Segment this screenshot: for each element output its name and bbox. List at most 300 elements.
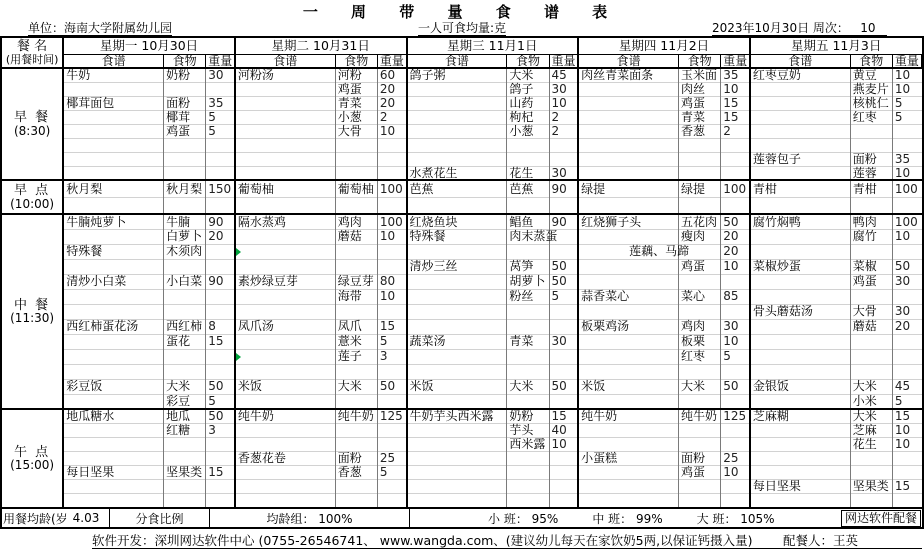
cell-weight[interactable]: 30 xyxy=(892,304,921,319)
cell-recipe[interactable] xyxy=(750,493,850,507)
cell-food[interactable] xyxy=(164,451,206,465)
cell-recipe[interactable] xyxy=(407,110,507,124)
cell-recipe[interactable] xyxy=(63,124,163,138)
cell-recipe[interactable]: 椰茸面包 xyxy=(63,96,163,110)
cell-food[interactable] xyxy=(164,197,206,214)
cell-recipe[interactable]: 绿提 xyxy=(578,180,678,197)
cell-weight[interactable]: 5 xyxy=(206,394,235,409)
cell-food[interactable]: 鸡肉 xyxy=(679,319,721,334)
cell-weight[interactable]: 5 xyxy=(892,394,921,409)
cell-food[interactable] xyxy=(507,138,549,152)
column-header-weight[interactable]: 重量 xyxy=(549,54,578,68)
cell-recipe[interactable]: 青柑 xyxy=(750,180,850,197)
cell-recipe[interactable]: 凤爪汤 xyxy=(235,319,335,334)
cell-food[interactable] xyxy=(507,197,549,214)
cell-weight[interactable]: 5 xyxy=(549,289,578,304)
cell-food[interactable]: 鸡蛋 xyxy=(679,259,721,274)
cell-weight[interactable]: 10 xyxy=(549,96,578,110)
cell-recipe[interactable]: 清炒三丝 xyxy=(407,259,507,274)
cell-recipe[interactable] xyxy=(750,364,850,379)
cell-recipe[interactable] xyxy=(63,451,163,465)
cell-weight[interactable] xyxy=(206,289,235,304)
cell-weight[interactable]: 125 xyxy=(377,409,406,423)
cell-recipe[interactable] xyxy=(578,394,678,409)
cell-food[interactable] xyxy=(335,197,377,214)
cell-weight[interactable]: 80 xyxy=(377,274,406,289)
cell-recipe[interactable]: 骨头蘑菇汤 xyxy=(750,304,850,319)
cell-food[interactable] xyxy=(164,152,206,166)
cell-weight[interactable] xyxy=(892,349,921,364)
cell-food[interactable]: 红糖 xyxy=(164,423,206,437)
cell-recipe[interactable]: 红烧狮子头 xyxy=(578,214,678,229)
cell-recipe[interactable] xyxy=(63,349,163,364)
cell-recipe[interactable]: 蒜香菜心 xyxy=(578,289,678,304)
cell-food[interactable]: 秋月梨 xyxy=(164,180,206,197)
cell-recipe[interactable] xyxy=(235,197,335,214)
cell-recipe[interactable] xyxy=(235,479,335,493)
cell-recipe[interactable]: 彩豆饭 xyxy=(63,379,163,394)
cell-recipe[interactable] xyxy=(235,493,335,507)
column-header-weight[interactable]: 重量 xyxy=(377,54,406,68)
meal-label[interactable] xyxy=(2,214,63,409)
cell-food[interactable] xyxy=(850,334,892,349)
cell-recipe[interactable]: 莲蓉包子 xyxy=(750,152,850,166)
cell-food[interactable] xyxy=(335,394,377,409)
cell-food[interactable]: 坚果类 xyxy=(850,479,892,493)
column-header-recipe[interactable]: 食谱 xyxy=(235,54,335,68)
cell-food[interactable] xyxy=(164,289,206,304)
cell-recipe[interactable] xyxy=(578,274,678,289)
cell-food[interactable] xyxy=(850,138,892,152)
cell-recipe[interactable]: 特殊餐 xyxy=(63,244,163,259)
cell-weight[interactable] xyxy=(721,274,750,289)
cell-weight[interactable] xyxy=(206,197,235,214)
cell-recipe[interactable]: 水煮花生 xyxy=(407,166,507,180)
cell-weight[interactable] xyxy=(721,437,750,451)
cell-food[interactable]: 菜心 xyxy=(679,289,721,304)
cell-weight[interactable]: 90 xyxy=(206,274,235,289)
cell-recipe[interactable] xyxy=(63,110,163,124)
cell-weight[interactable]: 10 xyxy=(549,437,578,451)
cell-food[interactable]: 香葱 xyxy=(679,124,721,138)
cell-food[interactable] xyxy=(164,493,206,507)
cell-recipe[interactable] xyxy=(235,244,335,259)
cell-food[interactable]: 香葱 xyxy=(335,465,377,479)
cell-weight[interactable]: 30 xyxy=(206,68,235,82)
cell-weight[interactable] xyxy=(377,244,406,259)
cell-recipe[interactable] xyxy=(407,493,507,507)
cell-recipe[interactable] xyxy=(578,349,678,364)
cell-weight[interactable] xyxy=(206,259,235,274)
cell-food[interactable] xyxy=(507,152,549,166)
cell-weight[interactable] xyxy=(721,152,750,166)
cell-recipe[interactable] xyxy=(578,197,678,214)
cell-food[interactable]: 核桃仁 xyxy=(850,96,892,110)
cell-weight[interactable]: 35 xyxy=(892,152,921,166)
cell-weight[interactable] xyxy=(206,166,235,180)
cell-food[interactable]: 鸡蛋 xyxy=(164,124,206,138)
cell-recipe[interactable]: 肉丝青菜面条 xyxy=(578,68,678,82)
cell-food[interactable] xyxy=(850,197,892,214)
day-header[interactable]: 星期一 10月30日 xyxy=(63,38,235,54)
column-header-food[interactable]: 食物 xyxy=(164,54,206,68)
cell-food[interactable]: 河粉 xyxy=(335,68,377,82)
cell-weight[interactable]: 45 xyxy=(549,68,578,82)
cell-food[interactable]: 大米 xyxy=(164,379,206,394)
cell-food[interactable] xyxy=(335,364,377,379)
cell-weight[interactable] xyxy=(549,319,578,334)
cell-weight[interactable]: 10 xyxy=(892,229,921,244)
cell-food[interactable]: 红枣 xyxy=(850,110,892,124)
cell-recipe[interactable]: 纯牛奶 xyxy=(578,409,678,423)
cell-weight[interactable] xyxy=(549,138,578,152)
cell-weight[interactable]: 8 xyxy=(206,319,235,334)
cell-food[interactable]: 大米 xyxy=(850,379,892,394)
cell-weight[interactable]: 45 xyxy=(892,379,921,394)
cell-food[interactable] xyxy=(850,289,892,304)
cell-weight[interactable] xyxy=(377,437,406,451)
cell-weight[interactable]: 50 xyxy=(721,214,750,229)
cell-recipe[interactable]: 牛奶 xyxy=(63,68,163,82)
cell-food[interactable]: 葡萄柚 xyxy=(335,180,377,197)
cell-weight[interactable]: 10 xyxy=(721,334,750,349)
cell-food[interactable]: 玉米面 xyxy=(679,68,721,82)
cell-food[interactable]: 莴笋 xyxy=(507,259,549,274)
cell-food[interactable] xyxy=(850,124,892,138)
cell-food[interactable] xyxy=(164,138,206,152)
cell-food[interactable]: 蛋花 xyxy=(164,334,206,349)
avg-age-value[interactable]: 4.03 xyxy=(63,509,110,527)
cell-weight[interactable] xyxy=(549,394,578,409)
cell-weight[interactable]: 2 xyxy=(721,124,750,138)
cell-weight[interactable] xyxy=(206,451,235,465)
cell-recipe[interactable]: 牛奶芋头西米露 xyxy=(407,409,507,423)
cell-recipe[interactable] xyxy=(63,138,163,152)
cell-weight[interactable]: 5 xyxy=(892,110,921,124)
cell-food[interactable]: 大米 xyxy=(850,409,892,423)
cell-food[interactable] xyxy=(164,304,206,319)
cell-weight[interactable]: 5 xyxy=(377,465,406,479)
cell-recipe[interactable] xyxy=(407,349,507,364)
cell-food[interactable] xyxy=(335,152,377,166)
cell-weight[interactable] xyxy=(721,364,750,379)
cell-food[interactable] xyxy=(679,423,721,437)
cell-food[interactable]: 胡萝卜 xyxy=(507,274,549,289)
cell-recipe[interactable] xyxy=(63,229,163,244)
cell-weight[interactable]: 100 xyxy=(892,180,921,197)
cell-food[interactable]: 绿豆芽 xyxy=(335,274,377,289)
cell-recipe[interactable] xyxy=(578,493,678,507)
cell-weight[interactable]: 50 xyxy=(892,259,921,274)
cell-recipe[interactable] xyxy=(63,304,163,319)
cell-recipe[interactable]: 素炒绿豆芽 xyxy=(235,274,335,289)
cell-food[interactable]: 小葱 xyxy=(507,124,549,138)
cell-food[interactable]: 肉末蒸蛋 xyxy=(507,229,549,244)
cell-weight[interactable]: 20 xyxy=(721,244,750,259)
cell-food[interactable]: 鸡蛋 xyxy=(335,82,377,96)
cell-recipe[interactable] xyxy=(235,166,335,180)
cell-weight[interactable]: 20 xyxy=(721,229,750,244)
cell-weight[interactable]: 5 xyxy=(721,349,750,364)
cell-recipe[interactable]: 葡萄柚 xyxy=(235,180,335,197)
cell-weight[interactable]: 50 xyxy=(721,379,750,394)
cell-recipe[interactable]: 蔬菜汤 xyxy=(407,334,507,349)
column-header-weight[interactable]: 重量 xyxy=(721,54,750,68)
cell-weight[interactable]: 50 xyxy=(206,379,235,394)
cell-weight[interactable] xyxy=(206,437,235,451)
cell-food[interactable] xyxy=(507,465,549,479)
cell-recipe[interactable]: 每日坚果 xyxy=(63,465,163,479)
cell-food[interactable] xyxy=(335,166,377,180)
cell-recipe[interactable]: 每日坚果 xyxy=(750,479,850,493)
cell-weight[interactable]: 25 xyxy=(721,451,750,465)
cell-recipe[interactable] xyxy=(407,96,507,110)
cell-recipe[interactable]: 腐竹焖鸭 xyxy=(750,214,850,229)
cell-weight[interactable]: 10 xyxy=(892,166,921,180)
cell-recipe[interactable] xyxy=(750,274,850,289)
cell-recipe[interactable] xyxy=(578,124,678,138)
cell-weight[interactable] xyxy=(892,364,921,379)
cell-recipe[interactable]: 牛腩炖萝卜 xyxy=(63,214,163,229)
cell-food[interactable]: 海带 xyxy=(335,289,377,304)
cell-food[interactable]: 莲蓉 xyxy=(850,166,892,180)
cell-weight[interactable] xyxy=(206,244,235,259)
cell-recipe[interactable] xyxy=(407,138,507,152)
cell-recipe[interactable] xyxy=(750,423,850,437)
cell-weight[interactable]: 15 xyxy=(721,96,750,110)
cell-food[interactable] xyxy=(164,166,206,180)
cell-food[interactable]: 小米 xyxy=(850,394,892,409)
cell-food[interactable]: 鸡蛋 xyxy=(850,274,892,289)
cell-weight[interactable] xyxy=(206,152,235,166)
cell-weight[interactable] xyxy=(377,423,406,437)
cell-recipe[interactable]: 红烧鱼块 xyxy=(407,214,507,229)
cell-recipe[interactable] xyxy=(235,423,335,437)
cell-weight[interactable] xyxy=(206,138,235,152)
cell-recipe[interactable] xyxy=(407,451,507,465)
cell-recipe[interactable] xyxy=(407,364,507,379)
cell-recipe[interactable] xyxy=(750,319,850,334)
cell-weight[interactable]: 5 xyxy=(206,110,235,124)
cell-recipe[interactable] xyxy=(235,437,335,451)
cell-food[interactable]: 鸭肉 xyxy=(850,214,892,229)
cell-weight[interactable] xyxy=(721,197,750,214)
cell-weight[interactable] xyxy=(892,465,921,479)
cell-weight[interactable] xyxy=(206,493,235,507)
cell-weight[interactable] xyxy=(206,349,235,364)
cell-weight[interactable]: 25 xyxy=(377,451,406,465)
cell-food[interactable]: 莲子 xyxy=(335,349,377,364)
cell-weight[interactable]: 10 xyxy=(721,259,750,274)
cell-recipe[interactable] xyxy=(235,96,335,110)
cell-weight[interactable]: 10 xyxy=(892,423,921,437)
cell-recipe[interactable] xyxy=(235,259,335,274)
cell-weight[interactable] xyxy=(377,304,406,319)
cell-food[interactable]: 腐竹 xyxy=(850,229,892,244)
cell-weight[interactable]: 30 xyxy=(549,82,578,96)
cell-weight[interactable] xyxy=(377,493,406,507)
cell-recipe[interactable] xyxy=(750,394,850,409)
cell-recipe[interactable] xyxy=(578,364,678,379)
cell-food[interactable] xyxy=(507,319,549,334)
cell-weight[interactable] xyxy=(721,493,750,507)
cell-food[interactable]: 彩豆 xyxy=(164,394,206,409)
cell-weight[interactable]: 50 xyxy=(377,379,406,394)
cell-weight[interactable]: 40 xyxy=(549,423,578,437)
cell-food[interactable]: 肉丝 xyxy=(679,82,721,96)
cell-weight[interactable]: 50 xyxy=(549,274,578,289)
cell-recipe[interactable]: 香葱花卷 xyxy=(235,451,335,465)
cell-food[interactable]: 面粉 xyxy=(679,451,721,465)
cell-food[interactable] xyxy=(335,304,377,319)
cell-weight[interactable] xyxy=(892,493,921,507)
cell-recipe[interactable] xyxy=(407,274,507,289)
cell-recipe[interactable] xyxy=(63,479,163,493)
cell-food[interactable] xyxy=(164,349,206,364)
cell-food[interactable]: 纯牛奶 xyxy=(679,409,721,423)
cell-food[interactable] xyxy=(850,465,892,479)
cell-food[interactable] xyxy=(679,304,721,319)
column-header-recipe[interactable]: 食谱 xyxy=(750,54,850,68)
cell-food[interactable]: 粉丝 xyxy=(507,289,549,304)
cell-recipe[interactable] xyxy=(407,244,507,259)
cell-recipe[interactable]: 芝麻糊 xyxy=(750,409,850,423)
cell-food[interactable]: 鸽子 xyxy=(507,82,549,96)
cell-food[interactable]: 大米 xyxy=(507,68,549,82)
cell-food[interactable] xyxy=(507,479,549,493)
cell-food[interactable]: 青菜 xyxy=(335,96,377,110)
cell-food[interactable] xyxy=(850,451,892,465)
cell-weight[interactable]: 35 xyxy=(721,68,750,82)
cell-weight[interactable] xyxy=(206,364,235,379)
cell-recipe[interactable] xyxy=(235,364,335,379)
cell-recipe[interactable] xyxy=(235,124,335,138)
column-header-recipe[interactable]: 食谱 xyxy=(407,54,507,68)
cell-weight[interactable]: 15 xyxy=(892,409,921,423)
cell-weight[interactable]: 35 xyxy=(206,96,235,110)
cell-recipe[interactable] xyxy=(750,96,850,110)
cell-food[interactable]: 大米 xyxy=(335,379,377,394)
cell-weight[interactable]: 5 xyxy=(377,334,406,349)
cell-recipe[interactable] xyxy=(750,138,850,152)
cell-food[interactable] xyxy=(679,152,721,166)
cell-weight[interactable] xyxy=(892,197,921,214)
cell-recipe[interactable] xyxy=(407,479,507,493)
cell-recipe[interactable] xyxy=(235,334,335,349)
cell-weight[interactable]: 2 xyxy=(549,124,578,138)
cell-recipe[interactable]: 特殊餐 xyxy=(407,229,507,244)
cell-food[interactable]: 小白菜 xyxy=(164,274,206,289)
cell-weight[interactable]: 150 xyxy=(206,180,235,197)
cell-weight[interactable] xyxy=(206,82,235,96)
cell-food[interactable]: 芋头 xyxy=(507,423,549,437)
cell-food[interactable] xyxy=(679,197,721,214)
cell-recipe[interactable] xyxy=(578,166,678,180)
cell-recipe[interactable] xyxy=(407,124,507,138)
cell-recipe[interactable] xyxy=(578,423,678,437)
cell-food[interactable] xyxy=(507,244,549,259)
cell-recipe[interactable] xyxy=(235,110,335,124)
cell-recipe[interactable] xyxy=(63,334,163,349)
cell-food[interactable] xyxy=(335,423,377,437)
cell-weight[interactable]: 15 xyxy=(892,479,921,493)
cell-recipe[interactable] xyxy=(407,465,507,479)
cell-weight[interactable]: 125 xyxy=(721,409,750,423)
cell-weight[interactable] xyxy=(892,289,921,304)
cell-weight[interactable]: 90 xyxy=(206,214,235,229)
cell-recipe[interactable] xyxy=(235,394,335,409)
cell-weight[interactable] xyxy=(377,479,406,493)
cell-weight[interactable]: 30 xyxy=(721,319,750,334)
cell-food[interactable]: 椰茸 xyxy=(164,110,206,124)
cell-weight[interactable] xyxy=(892,334,921,349)
cell-food[interactable] xyxy=(507,364,549,379)
cell-recipe[interactable] xyxy=(235,152,335,166)
cell-weight[interactable]: 10 xyxy=(377,229,406,244)
cell-food[interactable]: 大骨 xyxy=(335,124,377,138)
cell-recipe[interactable]: 菜椒炒蛋 xyxy=(750,259,850,274)
cell-food[interactable] xyxy=(507,349,549,364)
cell-food[interactable] xyxy=(335,244,377,259)
cell-food[interactable] xyxy=(679,479,721,493)
cell-weight[interactable]: 20 xyxy=(892,319,921,334)
cell-food[interactable]: 黄豆 xyxy=(850,68,892,82)
cell-weight[interactable]: 50 xyxy=(549,379,578,394)
cell-food[interactable] xyxy=(679,274,721,289)
cell-recipe[interactable] xyxy=(63,152,163,166)
cell-food[interactable]: 红枣 xyxy=(679,349,721,364)
day-header[interactable]: 星期三 11月1日 xyxy=(407,38,579,54)
cell-weight[interactable] xyxy=(549,479,578,493)
cell-weight[interactable] xyxy=(549,197,578,214)
day-header[interactable]: 星期二 10月31日 xyxy=(235,38,407,54)
cell-food[interactable] xyxy=(679,493,721,507)
cell-recipe[interactable] xyxy=(750,166,850,180)
cell-weight[interactable] xyxy=(721,138,750,152)
cell-recipe[interactable] xyxy=(578,304,678,319)
cell-food[interactable] xyxy=(164,437,206,451)
cell-weight[interactable] xyxy=(892,124,921,138)
cell-weight[interactable] xyxy=(721,394,750,409)
cell-weight[interactable] xyxy=(721,479,750,493)
cell-food[interactable]: 牛腩 xyxy=(164,214,206,229)
cell-food[interactable]: 面粉 xyxy=(164,96,206,110)
cell-recipe[interactable] xyxy=(578,334,678,349)
column-header-recipe[interactable]: 食谱 xyxy=(578,54,678,68)
cell-recipe[interactable] xyxy=(750,465,850,479)
cell-weight[interactable]: 100 xyxy=(377,214,406,229)
cell-weight[interactable]: 15 xyxy=(206,465,235,479)
cell-weight[interactable] xyxy=(377,166,406,180)
cell-food[interactable] xyxy=(335,138,377,152)
cell-recipe[interactable]: 莲藕、马蹄 xyxy=(578,244,678,259)
ratio-label[interactable]: 分食比例 xyxy=(110,509,210,527)
cell-food[interactable]: 大骨 xyxy=(850,304,892,319)
cell-weight[interactable] xyxy=(377,394,406,409)
cell-food[interactable]: 燕麦片 xyxy=(850,82,892,96)
cell-weight[interactable]: 20 xyxy=(377,82,406,96)
cell-food[interactable] xyxy=(679,394,721,409)
cell-food[interactable]: 鸡蛋 xyxy=(679,96,721,110)
cell-food[interactable]: 青菜 xyxy=(507,334,549,349)
cell-food[interactable] xyxy=(507,394,549,409)
cell-recipe[interactable] xyxy=(750,334,850,349)
cell-recipe[interactable] xyxy=(63,82,163,96)
cell-weight[interactable]: 10 xyxy=(721,82,750,96)
column-header-recipe[interactable]: 食谱 xyxy=(63,54,163,68)
cell-recipe[interactable]: 米饭 xyxy=(407,379,507,394)
cell-food[interactable]: 鲳鱼 xyxy=(507,214,549,229)
